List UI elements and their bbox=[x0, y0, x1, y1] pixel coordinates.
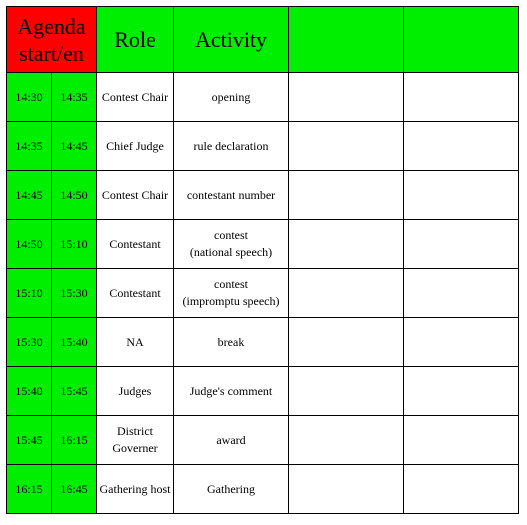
empty-cell bbox=[404, 73, 519, 122]
table-row bbox=[7, 171, 519, 220]
end-time-cell: 14:50 bbox=[52, 171, 97, 220]
start-time-cell: 14:30 bbox=[7, 73, 52, 122]
role-cell: Contestant bbox=[97, 220, 174, 269]
start-time-cell: 14:50 bbox=[7, 220, 52, 269]
header-row bbox=[7, 7, 519, 73]
end-time-cell: 16:15 bbox=[52, 416, 97, 465]
empty-cell bbox=[289, 171, 404, 220]
extra-header-2 bbox=[404, 7, 519, 73]
empty-cell bbox=[289, 318, 404, 367]
start-time-cell: 15:30 bbox=[7, 318, 52, 367]
start-time-cell: 15:45 bbox=[7, 416, 52, 465]
role-cell: NA bbox=[97, 318, 174, 367]
extra-header-1 bbox=[289, 7, 404, 73]
empty-cell bbox=[289, 367, 404, 416]
start-time-cell: 14:35 bbox=[7, 122, 52, 171]
table-row bbox=[7, 269, 519, 318]
empty-cell bbox=[404, 122, 519, 171]
table-row bbox=[7, 367, 519, 416]
end-time-cell: 14:35 bbox=[52, 73, 97, 122]
activity-cell: Judge's comment bbox=[174, 367, 289, 416]
activity-cell: award bbox=[174, 416, 289, 465]
activity-cell: rule declaration bbox=[174, 122, 289, 171]
agenda-document bbox=[6, 6, 519, 514]
role-cell: Contestant bbox=[97, 269, 174, 318]
table-row bbox=[7, 416, 519, 465]
empty-cell bbox=[289, 220, 404, 269]
empty-cell bbox=[289, 416, 404, 465]
start-time-cell: 15:10 bbox=[7, 269, 52, 318]
table-row bbox=[7, 122, 519, 171]
role-header: Role bbox=[97, 7, 174, 73]
role-cell: Judges bbox=[97, 367, 174, 416]
empty-cell bbox=[404, 171, 519, 220]
activity-cell: break bbox=[174, 318, 289, 367]
empty-cell bbox=[289, 465, 404, 514]
end-time-cell: 15:45 bbox=[52, 367, 97, 416]
agenda-header-line1: Agenda bbox=[17, 13, 86, 39]
role-cell: District Governer bbox=[97, 416, 174, 465]
agenda-header-line2: start/en bbox=[19, 40, 84, 66]
empty-cell bbox=[289, 73, 404, 122]
role-cell: Contest Chair bbox=[97, 171, 174, 220]
empty-cell bbox=[289, 122, 404, 171]
table-row bbox=[7, 465, 519, 514]
empty-cell bbox=[404, 220, 519, 269]
activity-cell: opening bbox=[174, 73, 289, 122]
table-row bbox=[7, 220, 519, 269]
activity-cell: contest (national speech) bbox=[174, 220, 289, 269]
activity-cell: Gathering bbox=[174, 465, 289, 514]
empty-cell bbox=[404, 318, 519, 367]
end-time-cell: 15:10 bbox=[52, 220, 97, 269]
end-time-cell: 15:30 bbox=[52, 269, 97, 318]
start-time-cell: 16:15 bbox=[7, 465, 52, 514]
role-cell: Chief Judge bbox=[97, 122, 174, 171]
empty-cell bbox=[404, 269, 519, 318]
start-time-cell: 14:45 bbox=[7, 171, 52, 220]
empty-cell bbox=[289, 269, 404, 318]
agenda-header-cell bbox=[7, 7, 97, 73]
activity-header: Activity bbox=[174, 7, 289, 73]
empty-cell bbox=[404, 465, 519, 514]
start-time-cell: 15:40 bbox=[7, 367, 52, 416]
agenda-table bbox=[6, 6, 519, 514]
table-row bbox=[7, 73, 519, 122]
end-time-cell: 14:45 bbox=[52, 122, 97, 171]
activity-cell: contestant number bbox=[174, 171, 289, 220]
end-time-cell: 16:45 bbox=[52, 465, 97, 514]
table-row bbox=[7, 318, 519, 367]
activity-cell: contest (impromptu speech) bbox=[174, 269, 289, 318]
empty-cell bbox=[404, 416, 519, 465]
empty-cell bbox=[404, 367, 519, 416]
end-time-cell: 15:40 bbox=[52, 318, 97, 367]
role-cell: Contest Chair bbox=[97, 73, 174, 122]
role-cell: Gathering host bbox=[97, 465, 174, 514]
